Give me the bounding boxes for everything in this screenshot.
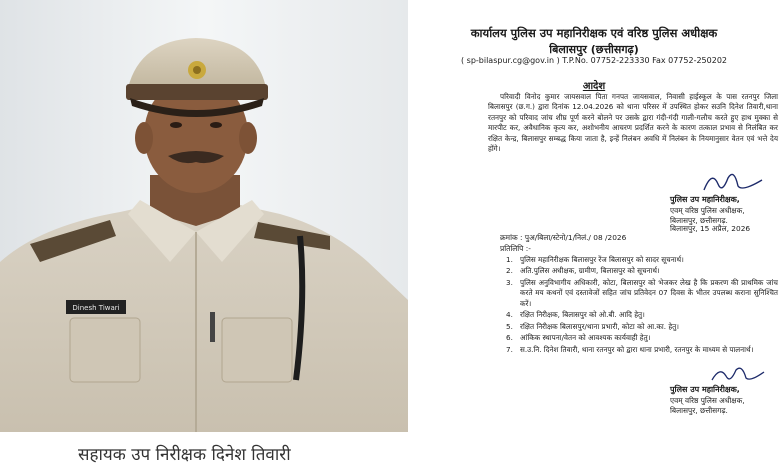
list-item: 3. पुलिस अनुविभागीय अधिकारी, कोटा, बिलासपुर को भेजकर लेख है कि प्रकरण की प्राथमिक जांच करते मय कथनों एवं दस्तावेजों सहित जांच प्रतिवेदन 07 दिवस के भीतर उपलब्ध कराना सुनिश्चित करें। (506, 277, 778, 308)
signature1-line3: बिलासपुर, छत्तीसगढ़. (670, 216, 728, 225)
signature2-line3: बिलासपुर, छत्तीसगढ़. (670, 406, 728, 415)
signature-block-2 (670, 385, 745, 417)
officer-illustration (0, 0, 408, 432)
signature2-title: पुलिस उप महानिरीक्षक, (670, 385, 740, 394)
order-document (408, 0, 780, 470)
signature-mark-2 (708, 362, 768, 386)
doc-title: आदेश (582, 81, 606, 92)
signature-mark-1 (698, 168, 768, 196)
list-item: 1. पुलिस महानिरीक्षक बिलासपुर रेंज बिलासपुर को सादर सूचनार्थ। (506, 255, 684, 264)
list-item: 6. आंकिक स्थापना/वेतन को आवश्यक कार्यवाही हेतु। (506, 333, 651, 343)
order-reference: क्रमांक : पुअ/बिला/स्टेनो/1/निलं./ 08 /2026 (500, 233, 627, 242)
photo-caption: सहायक उप निरीक्षक दिनेश तिवारी (78, 444, 291, 465)
officer-photo (0, 0, 408, 432)
list-item: 4. रक्षित निरीक्षक, बिलासपुर को ओ.बी. आदि हेतु। (506, 310, 645, 320)
list-item: 5. रक्षित निरीक्षक बिलासपुर/थाना प्रभारी, कोटा को आ.का. हेतु। (506, 321, 679, 331)
doc-header-contact: ( sp-bilaspur.cg@gov.in ) T.P.No. 07752-223330 Fax 07752-250202 (460, 56, 727, 65)
doc-header-office: कार्यालय पुलिस उप महानिरीक्षक एवं वरिष्ठ पुलिस अधीक्षक (470, 26, 718, 40)
copy-list (506, 255, 778, 356)
order-body: परिवादी विनोद कुमार जायसवाल पिता गनपत जायसवाल, निवासी हाईस्कूल के पास रतनपुर जिला बिलासपुर (छ.ग.) द्वारा दिनांक 12.04.2026 को थाना परिसर में उपस्थित होकर सउनि दिनेश तिवारी,थाना रतनपुर को परिवाद जांच शीघ्र पूर्ण करने बोलने पर उसके द्वारा गंदी-गंदी गाली-गलौच करते हुए हाथ मुक्का से मारपीट कर, अवैधानिक कृत्य कर, अशोभनीय आचरण प्रदर्शित करने के कारण तत्काल प्रभाव से निलंबित कर रक्षित केन्द्र, बिलासपुर सम्बद्ध किया जाता है, इन्हें निलंबन अवधि में निलंबन के नियमानुसार वेतन एवं भत्ते देय होंगे। (488, 92, 778, 154)
list-item: 7. स.उ.नि. दिनेश तिवारी, थाना रतनपुर को द्वारा थाना प्रभारी, रतनपुर के माध्यम से पालनार्थ। (506, 344, 754, 354)
signature2-line2: एवम् वरिष्ठ पुलिस अधीक्षक, (670, 395, 745, 405)
signature1-title: पुलिस उप महानिरीक्षक, (670, 195, 740, 204)
doc-header-location: बिलासपुर (छत्तीसगढ़) (549, 43, 639, 56)
signature1-line2: एवम् वरिष्ठ पुलिस अधीक्षक, (670, 205, 745, 215)
copy-label: प्रतिलिपि :- (500, 244, 531, 253)
list-item: 2. अति.पुलिस अधीक्षक, ग्रामीण, बिलासपुर को सूचनार्थ। (506, 266, 660, 276)
order-date: बिलासपुर, 15 अप्रैल, 2026 (670, 224, 751, 233)
name-plate-text: Dinesh Tiwari (72, 304, 120, 312)
signature-block-1 (670, 195, 745, 227)
cap-badge-icon (188, 61, 206, 79)
